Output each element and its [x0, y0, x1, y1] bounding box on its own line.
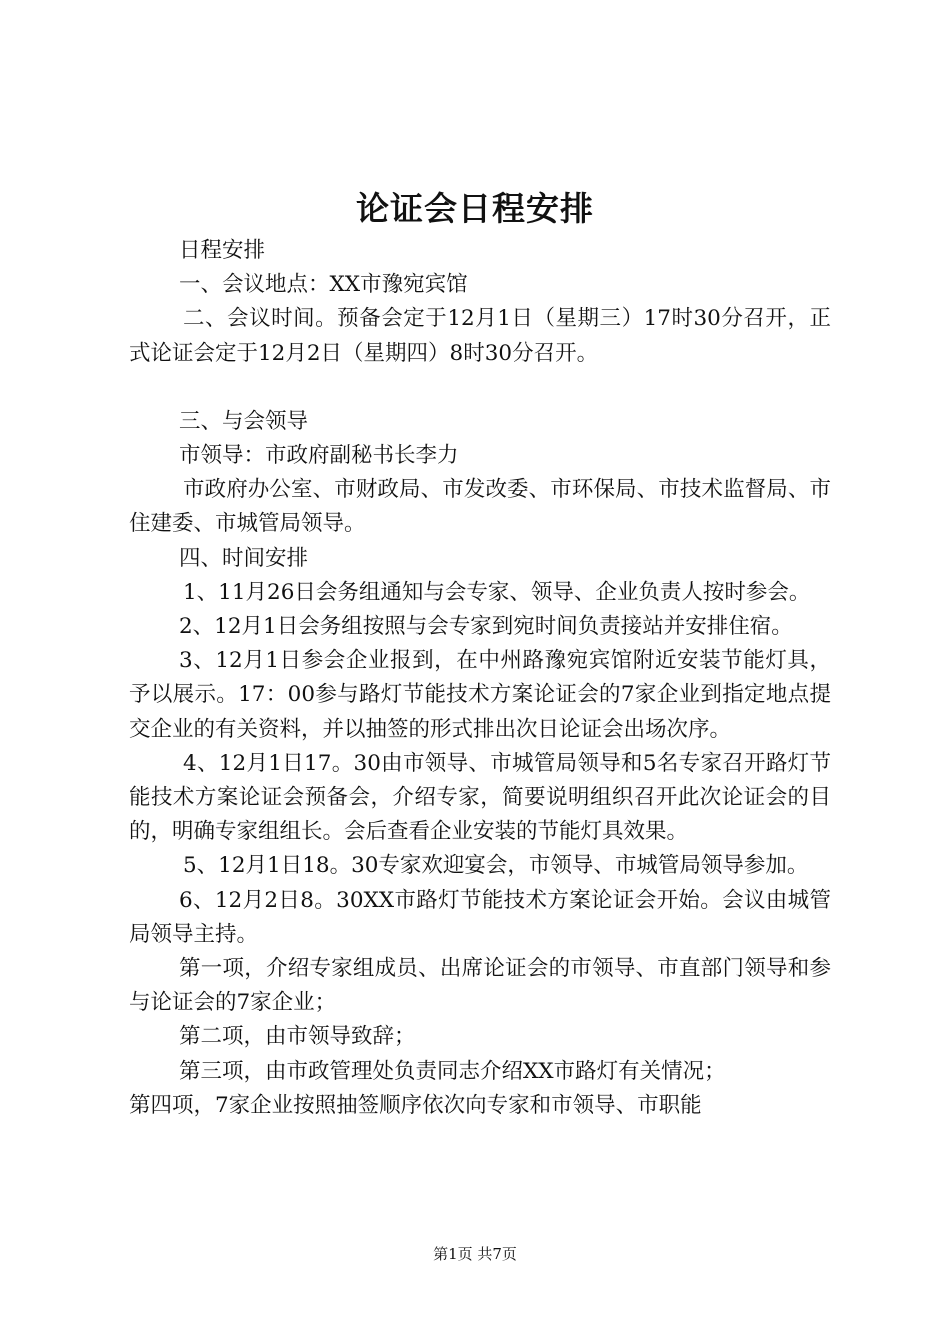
paragraph-agenda-4: 第四项，7家企业按照抽签顺序依次向专家和市领导、市职能	[129, 1092, 702, 1118]
paragraph-agenda-1: 第一项，介绍专家组成员、出席论证会的市领导、市直部门领导和参与论证会的7家企业；	[129, 956, 831, 1016]
paragraph-item-3: 3、12月1日参会企业报到，在中州路豫宛宾馆附近安装节能灯具，予以展示。17：00参与路灯节能技术方案论证会的7家企业到指定地点提交企业的有关资料，并以抽签的形式排出次日论证会出场次序。	[129, 648, 831, 742]
paragraph-item-5: 5、12月1日18。30专家欢迎宴会，市领导、市城管局领导参加。	[183, 853, 809, 879]
paragraph-item-1: 1、11月26日会务组通知与会专家、领导、企业负责人按时参会。	[183, 579, 811, 605]
paragraph-item-2: 2、12月1日会务组按照与会专家到宛时间负责接站并安排住宿。	[179, 614, 793, 640]
document-body	[129, 234, 831, 1123]
paragraph-leaders-heading: 三、与会领导	[179, 408, 309, 434]
paragraph-city-leader: 市领导：市政府副秘书长李力	[179, 443, 459, 469]
paragraph-item-4: 4、12月1日17。30由市领导、市城管局领导和5名专家召开路灯节能技术方案论证会预备会，介绍专家，简要说明组织召开此次论证会的目的，明确专家组组长。会后查看企业安装的节能灯具效果。	[129, 750, 831, 845]
paragraph-agenda-2: 第二项，由市领导致辞；	[179, 1024, 416, 1050]
paragraph-meeting-time: 二、会议时间。预备会定于12月1日（星期三）17时30分召开，正式论证会定于12月2日（星期四）8时30分召开。	[129, 306, 831, 366]
page-number-footer: 第1页 共7页	[433, 1245, 517, 1263]
paragraph-timeline-heading: 四、时间安排	[179, 545, 309, 571]
paragraph-venue: 一、会议地点：XX市豫宛宾馆	[179, 272, 468, 298]
paragraph-agenda-3: 第三项，由市政管理处负责同志介绍XX市路灯有关情况；	[179, 1058, 726, 1084]
document-title: 论证会日程安排	[356, 189, 594, 228]
paragraph-departments: 市政府办公室、市财政局、市发改委、市环保局、市技术监督局、市住建委、市城管局领导。	[129, 477, 831, 537]
paragraph-spacer	[129, 371, 831, 405]
paragraph-item-6: 6、12月2日8。30XX市路灯节能技术方案论证会开始。会议由城管局领导主持。	[129, 887, 831, 947]
paragraph-schedule-heading: 日程安排	[179, 238, 266, 263]
